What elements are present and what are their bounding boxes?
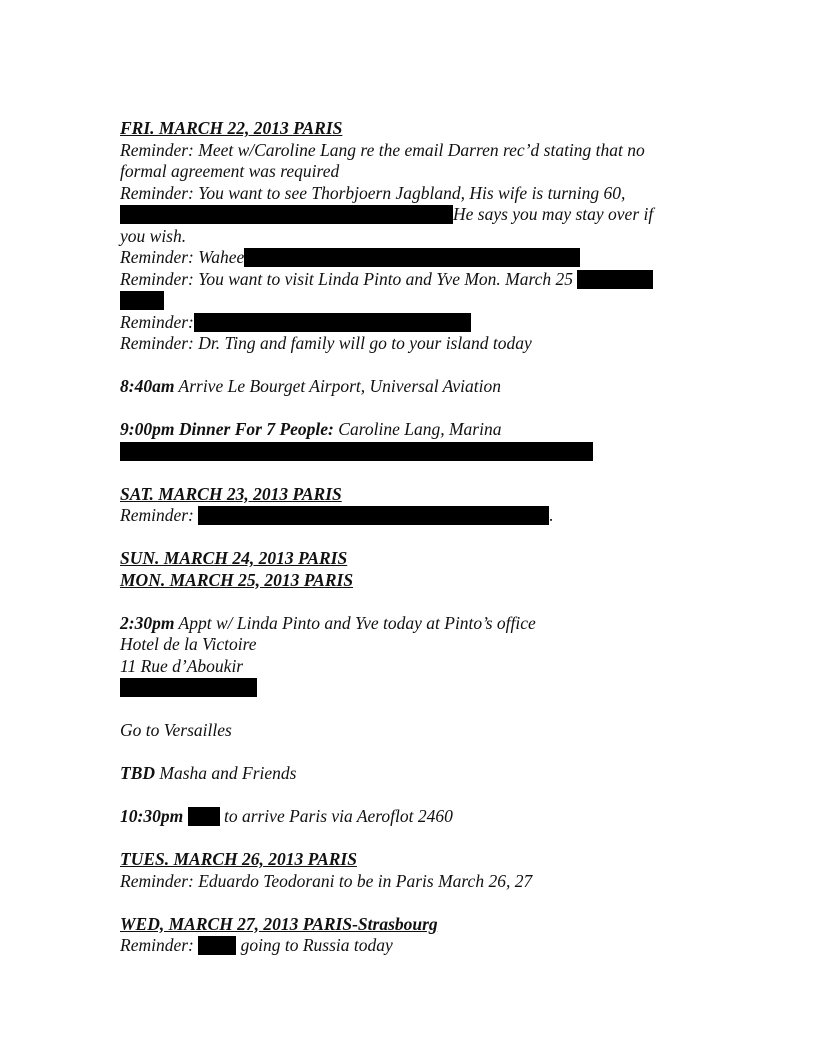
redaction-block bbox=[577, 270, 653, 289]
redaction-block bbox=[188, 807, 220, 826]
event-time: 8:40am bbox=[120, 376, 175, 396]
reminder-dr-ting: Reminder: Dr. Ting and family will go to your island today bbox=[120, 333, 532, 353]
redaction-block bbox=[120, 291, 164, 310]
reminder-russia bbox=[120, 935, 700, 957]
redaction-block bbox=[120, 205, 453, 224]
redaction-block bbox=[120, 678, 257, 697]
event-time: 2:30pm bbox=[120, 612, 175, 633]
event-text: to arrive Paris via Aeroflot 2460 bbox=[219, 806, 453, 826]
reminder-wahee bbox=[120, 247, 700, 269]
reminder-pinto-cont bbox=[120, 290, 700, 312]
event-masha bbox=[120, 763, 700, 785]
reminder-wahee-text: Reminder: Wahee bbox=[120, 247, 245, 267]
reminder-teodorani: Reminder: Eduardo Teodorani to be in Paris March 26, 27 bbox=[120, 870, 533, 891]
reminder-jagbland: Reminder: You want to see Thorbjoern Jagbland, His wife is turning 60, bbox=[120, 182, 626, 203]
reminder-caroline-lang-cont: formal agreement was required bbox=[120, 161, 340, 181]
event-time: 10:30pm bbox=[120, 806, 184, 826]
reminder-russia-text: going to Russia today bbox=[236, 935, 393, 955]
reminder-sat bbox=[120, 505, 700, 527]
reminder-jagbland-cont bbox=[120, 204, 700, 226]
redaction-block bbox=[244, 248, 580, 267]
day-heading-tue: TUES. MARCH 26, 2013 PARIS bbox=[120, 849, 357, 869]
day-heading-sat: SAT. MARCH 23, 2013 PARIS bbox=[120, 483, 342, 504]
day-heading-sun: SUN. MARCH 24, 2013 PARIS bbox=[120, 548, 348, 568]
event-dinner bbox=[120, 419, 700, 441]
reminder-russia-label: Reminder: bbox=[120, 935, 199, 955]
event-arrive-le-bourget bbox=[120, 376, 700, 398]
day-heading-mon: MON. MARCH 25, 2013 PARIS bbox=[120, 569, 354, 590]
hotel-address: 11 Rue d’Aboukir bbox=[120, 655, 244, 676]
event-appt-pinto bbox=[120, 613, 700, 635]
reminder-sat-label: Reminder: bbox=[120, 505, 199, 525]
event-aeroflot bbox=[120, 806, 700, 828]
event-time: 9:00pm Dinner For 7 People: bbox=[120, 419, 334, 439]
event-text: Arrive Le Bourget Airport, Universal Aviation bbox=[174, 376, 501, 396]
reminder-jagbland-stay: He says you may stay over if bbox=[453, 204, 654, 224]
reminder-jagbland-end: you wish. bbox=[120, 225, 187, 246]
event-text: Appt w/ Linda Pinto and Yve today at Pinto’s office bbox=[174, 612, 536, 633]
period: . bbox=[549, 505, 554, 525]
redaction-block bbox=[194, 313, 471, 332]
reminder-pinto-text: Reminder: You want to visit Linda Pinto and Yve Mon. March 25 bbox=[120, 268, 574, 289]
schedule-document bbox=[120, 118, 700, 957]
event-text: Caroline Lang, Marina bbox=[333, 419, 502, 439]
reminder-redacted bbox=[120, 312, 700, 334]
day-heading-wed: WED, MARCH 27, 2013 PARIS-Strasbourg bbox=[120, 913, 438, 934]
event-versailles: Go to Versailles bbox=[120, 720, 232, 740]
reminder-pinto bbox=[120, 269, 700, 291]
redaction-block bbox=[198, 506, 549, 525]
event-text: Masha and Friends bbox=[155, 763, 297, 783]
hotel-name: Hotel de la Victoire bbox=[120, 634, 257, 654]
redaction-block bbox=[120, 442, 593, 461]
redaction-block bbox=[198, 936, 236, 955]
event-time: TBD bbox=[120, 763, 155, 783]
reminder-redacted-label: Reminder: bbox=[120, 311, 194, 332]
hotel-redacted bbox=[120, 677, 700, 699]
event-dinner-cont bbox=[120, 441, 700, 463]
reminder-caroline-lang: Reminder: Meet w/Caroline Lang re the email Darren rec’d stating that no bbox=[120, 139, 645, 160]
day-heading-fri: FRI. MARCH 22, 2013 PARIS bbox=[120, 118, 343, 138]
